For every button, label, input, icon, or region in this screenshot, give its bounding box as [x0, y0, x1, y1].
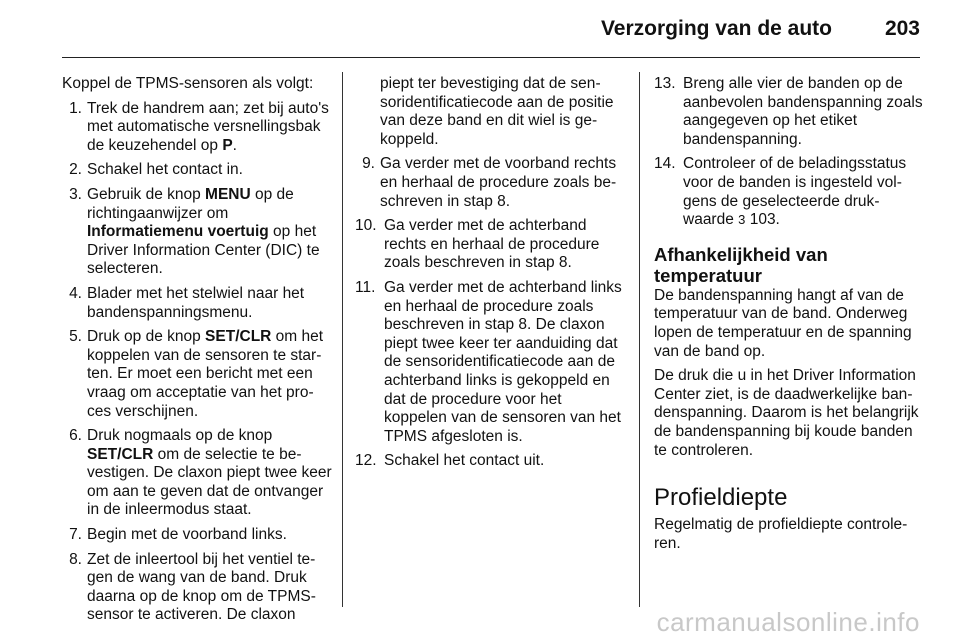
list-item: 4. Blader met het stelwiel naar het bandenspanningsmenu. [69, 284, 305, 321]
list-item: 6. Druk nogmaals op de knop SET/CLR om de selectie te bevestigen. De claxon piept twee keer om aan te geven dat de ontvanger in de inleermodus staat. [69, 427, 332, 519]
section-heading-large: Profieldiepte [654, 484, 788, 512]
page-ref-arrow-icon: 3 [738, 212, 746, 228]
paragraph: Regelmatig de profieldiepte controleren. [654, 516, 908, 552]
list-item: 3. Gebruik de knop MENU op de richtingaanwijzer om Informatiemenu voertuig op het Driver Information Center (DIC) te selecteren. [69, 185, 320, 278]
list-item: 1. Trek de handrem aan; zet bij auto's met automatische versnellingsbak de keuzehendel op P. [69, 99, 329, 154]
watermark: carmanualsonline.info [656, 607, 920, 637]
list-item: 12. Schakel het contact uit. [355, 452, 545, 470]
column-3 [654, 75, 924, 559]
intro-text: Koppel de TPMS-sensoren als volgt: [62, 75, 314, 92]
list-item: 10. Ga verder met de achterband rechts en herhaal de procedure zoals beschreven in stap 8. [355, 217, 600, 272]
list-item-continuation: piept ter bevestiging dat de sensoridentificatiecode aan de positie van deze band en dit wiel is gekoppeld. [380, 75, 614, 148]
list-item: 8. Zet de inleertool bij het ventiel tegen de wang van de band. Druk daarna op de knop om de TPMS-sensor te activeren. De claxon [69, 550, 316, 624]
list-item: 13. Breng alle vier de banden op de aanbevolen bandenspanning zoals aangegeven op het etiket bandenspanning. [654, 75, 923, 148]
column-divider [342, 72, 343, 607]
paragraph: De bandenspanning hangt af van de temperatuur van de band. Onderweg lopen de temperatuur en de spanning van de band op. [654, 286, 912, 360]
header-rule [62, 57, 920, 58]
list-item: 5. Druk op de knop SET/CLR om het koppelen van de sensoren te starten. Er moet een bericht met een vraag om acceptatie van het proces verschijnen. [69, 328, 324, 420]
page-header [0, 0, 960, 60]
list-item: 9. Ga verder met de voorband rechts en herhaal de procedure zoals beschreven in stap 8. [362, 155, 617, 210]
column-1 [62, 75, 332, 631]
column-2 [355, 75, 625, 477]
list-item: 2. Schakel het contact in. [69, 161, 243, 179]
page-number: 203 [884, 17, 920, 40]
list-item: 11. Ga verder met de achterband links en herhaal de procedure zoals beschreven in stap 8. De claxon piept twee keer ter aanduiding dat de sensoridentificatiecode aan de achterband links is gekoppeld en dat de procedure voor het koppelen van de sensoren van het TPMS afgesloten is. [355, 278, 622, 445]
paragraph: De druk die u in het Driver Information Center ziet, is de daadwerkelijke bandenspanning. Daarom is het belangrijk de bandenspanning bij koude banden te controleren. [654, 367, 919, 459]
section-heading: Afhankelijkheid van temperatuur [654, 243, 828, 286]
list-item: 7. Begin met de voorband links. [69, 526, 287, 544]
page-ref-link[interactable]: 103. [745, 211, 780, 229]
column-divider [639, 72, 640, 607]
list-item: 14. Controleer of de beladingsstatus voor de banden is ingesteld volgens de geselecteerde drukwaarde 3 103. [654, 155, 907, 229]
page-title: Verzorging van de auto [600, 17, 832, 40]
